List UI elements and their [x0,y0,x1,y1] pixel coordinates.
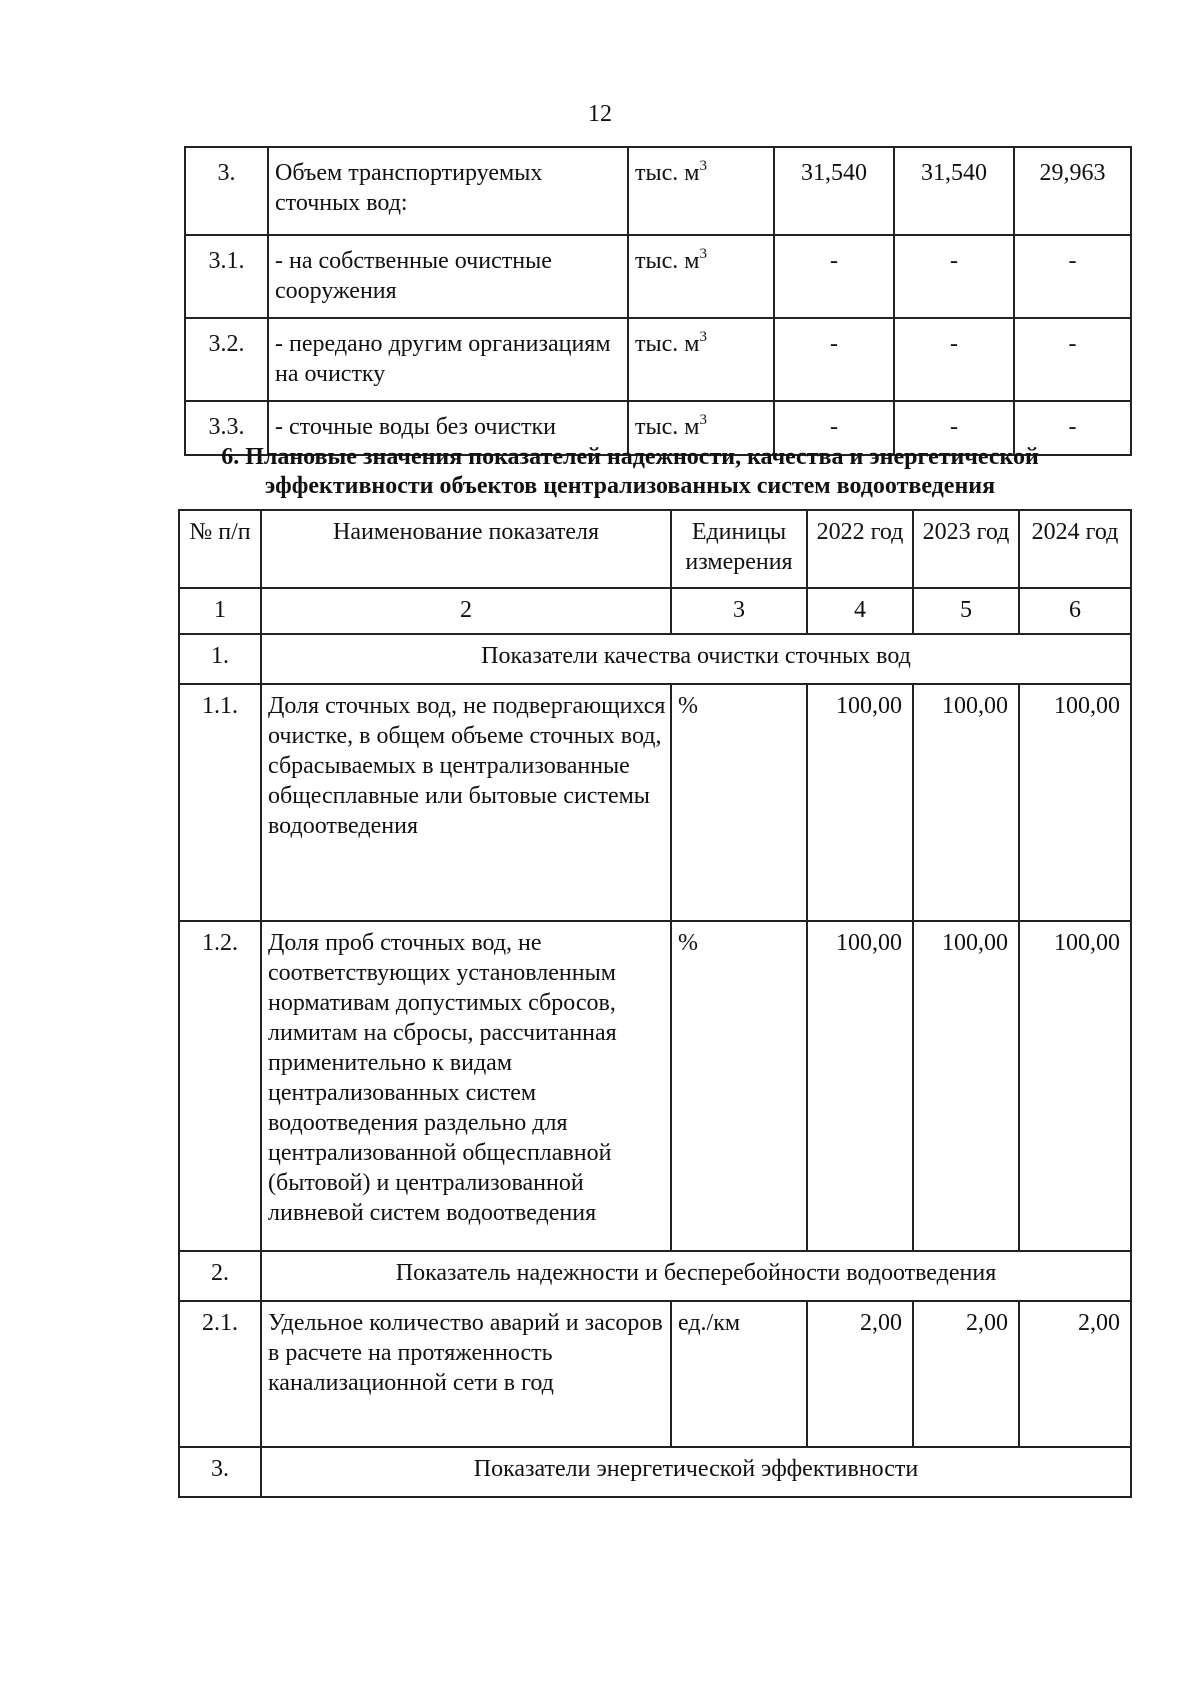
header-year-2022: 2022 год [807,510,913,588]
group-number: 2. [179,1251,261,1301]
row-number: 2.1. [179,1301,261,1447]
row-unit: тыс. $м^3$ [628,318,774,401]
table-row [179,1301,1131,1447]
value-cell: 31,540 [894,147,1014,235]
group-title: Показатели качества очистки сточных вод [261,634,1131,684]
column-number: 3 [671,588,807,634]
header-year-2024: 2024 год [1019,510,1131,588]
value-cell: 100,00 [913,684,1019,921]
table-row [179,684,1131,921]
value-cell: - [774,401,894,455]
column-number: 2 [261,588,671,634]
row-number: 3.2. [185,318,268,401]
value-cell: - [894,401,1014,455]
row-number: 3.3. [185,401,268,455]
group-row [179,1251,1131,1301]
value-cell: - [1014,235,1131,318]
header-name: Наименование показателя [261,510,671,588]
value-cell: 29,963 [1014,147,1131,235]
column-number: 1 [179,588,261,634]
row-name: Объем транспортируемых сточных вод: [268,147,628,235]
row-unit: % [671,921,807,1251]
header-row [179,510,1131,588]
table-row [185,147,1131,235]
group-title: Показатель надежности и бесперебойности водоотведения [261,1251,1131,1301]
row-name: Удельное количество аварий и засоров в расчете на протяженность канализационной сети в год [261,1301,671,1447]
row-unit: % [671,684,807,921]
value-cell: 2,00 [1019,1301,1131,1447]
header-unit: Единицы измерения [671,510,807,588]
table-row [185,235,1131,318]
group-row [179,1447,1131,1497]
column-numbers-row [179,588,1131,634]
row-unit: тыс. $м^3$ [628,235,774,318]
value-cell: - [894,235,1014,318]
row-unit: тыс. $м^3$ [628,147,774,235]
page-number: 12 [588,101,612,127]
value-cell: 100,00 [913,921,1019,1251]
table-row [185,318,1131,401]
value-cell: - [1014,401,1131,455]
column-number: 4 [807,588,913,634]
table-row [179,921,1131,1251]
group-number: 3. [179,1447,261,1497]
row-number: 1.1. [179,684,261,921]
value-cell: 100,00 [807,684,913,921]
indicators-table [178,509,1132,1498]
row-unit: ед./км [671,1301,807,1447]
row-unit: тыс. $м^3$ [628,401,774,455]
value-cell: - [774,318,894,401]
value-cell: - [1014,318,1131,401]
value-cell: 100,00 [807,921,913,1251]
row-name: - сточные воды без очистки [268,401,628,455]
value-cell: 100,00 [1019,684,1131,921]
column-number: 5 [913,588,1019,634]
value-cell: 31,540 [774,147,894,235]
row-name: - передано другим организациям на очистку [268,318,628,401]
row-name: Доля проб сточных вод, не соответствующих установленным нормативам допустимых сбросов, лимитам на сбросы, рассчитанная применительно к видам централизованных систем водоотведения раздельно для централизованной общесплавной (бытовой) и централизованной ливневой систем водоотведения [261,921,671,1251]
section-heading: 6. Плановые значения показателей надежности, качества и энергетической эффективности объектов централизованных систем водоотведения [221,444,1039,499]
transported-wastewater-table [184,146,1132,456]
group-number: 1. [179,634,261,684]
column-number: 6 [1019,588,1131,634]
value-cell: - [774,235,894,318]
value-cell: - [894,318,1014,401]
row-name: Доля сточных вод, не подвергающихся очистке, в общем объеме сточных вод, сбрасываемых в централизованные общесплавные или бытовые системы водоотведения [261,684,671,921]
value-cell: 2,00 [807,1301,913,1447]
header-num: № п/п [179,510,261,588]
header-year-2023: 2023 год [913,510,1019,588]
group-row [179,634,1131,684]
row-number: 3.1. [185,235,268,318]
group-title: Показатели энергетической эффективности [261,1447,1131,1497]
row-number: 1.2. [179,921,261,1251]
value-cell: 100,00 [1019,921,1131,1251]
row-name: - на собственные очистные сооружения [268,235,628,318]
value-cell: 2,00 [913,1301,1019,1447]
row-number: 3. [185,147,268,235]
